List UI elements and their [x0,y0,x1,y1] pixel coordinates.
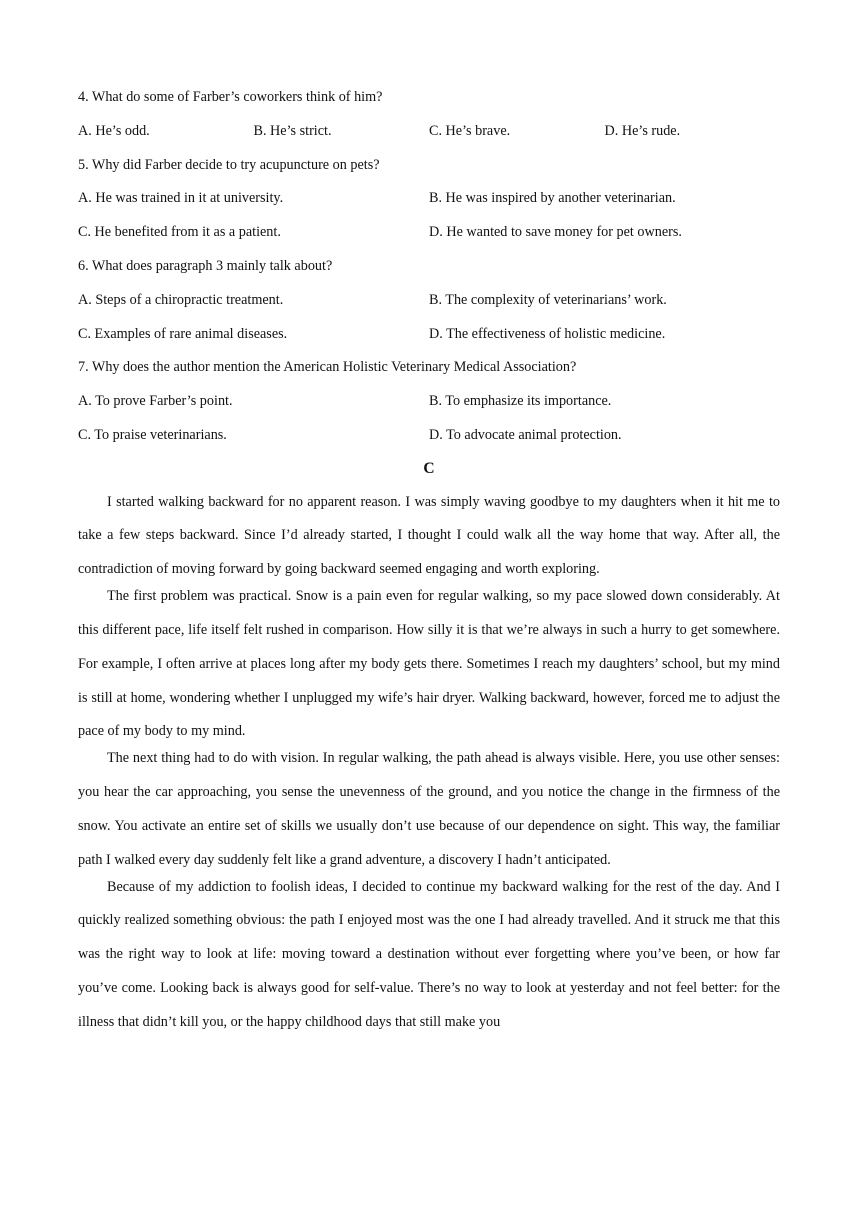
question-options [78,188,780,222]
option-c: C. To praise veterinarians. [78,426,227,443]
passage-paragraph: The first problem was practical. Snow is a pain even for regular walking, so my pace slowed down considerably. At this different pace, life itself felt rushed in comparison. How silly it is that we’re always in such a hurry to get somewhere. For example, I often arrive at places long after my body gets there. Sometimes I reach my daughters’ school, but my mind is still at home, wondering whether I unplugged my wife’s hair dryer. Walking backward, however, forced me to adjust the pace of my body to my mind. [78,588,780,740]
option-b: B. He’s strict. [253,122,332,139]
passage-paragraph: Because of my addiction to foolish ideas, I decided to continue my backward walking for the rest of the day. And I quickly realized something obvious: the path I enjoyed most was the one I had already travelled. And it struck me that this was the right way to look at life: moving toward a destination without ever forgetting where you’ve been, or how far you’ve come. Looking back is always good for self-value. There’s no way to look at yesterday and not feel better: for the illness that didn’t kill you, or the happy childhood days that still make you [78,878,780,1030]
option-d: D. He’s rude. [604,122,681,139]
passage-paragraph: The next thing had to do with vision. In regular walking, the path ahead is always visible. Here, you use other senses: you hear the car approaching, you sense the unevenness of the ground, and you notice the change in the firmness of the snow. You activate an entire set of skills we usually don’t use because of our dependence on sight. This way, the familiar path I walked every day suddenly felt like a grand adventure, a discovery I hadn’t anticipated. [78,750,780,868]
question-options [78,290,780,324]
option-b: B. He was inspired by another veterinarian. [429,190,676,207]
question-options [78,121,780,155]
document-page [78,87,780,1040]
question-stem: 4. What do some of Farber’s coworkers think of him? [78,89,383,105]
option-c: C. He’s brave. [429,122,511,139]
question-options [78,222,780,256]
option-a: A. To prove Farber’s point. [78,393,233,410]
option-b: B. To emphasize its importance. [429,393,612,410]
passage-paragraph: I started walking backward for no apparent reason. I was simply waving goodbye to my daughters when it hit me to take a few steps backward. Since I’d already started, I thought I could walk all the way home that way. After all, the contradiction of moving forward by going backward seemed engaging and worth exploring. [78,493,780,578]
option-a: A. He was trained in it at university. [78,190,284,207]
question-options [78,391,780,425]
option-d: D. He wanted to save money for pet owners. [429,224,682,241]
question-stem: 5. Why did Farber decide to try acupuncture on pets? [78,156,380,173]
option-c: C. He benefited from it as a patient. [78,224,281,241]
option-a: A. He’s odd. [78,122,150,139]
option-c: C. Examples of rare animal diseases. [78,325,288,342]
question-options [78,324,780,358]
question-stem: 6. What does paragraph 3 mainly talk about? [78,257,333,274]
question-stem: 7. Why does the author mention the American Holistic Veterinary Medical Association? [78,359,577,376]
option-d: D. To advocate animal protection. [429,426,622,443]
option-b: B. The complexity of veterinarians’ work. [429,291,667,308]
question-options [78,425,780,459]
section-title: C [423,459,435,477]
option-a: A. Steps of a chiropractic treatment. [78,291,284,308]
option-d: D. The effectiveness of holistic medicine. [429,325,666,342]
